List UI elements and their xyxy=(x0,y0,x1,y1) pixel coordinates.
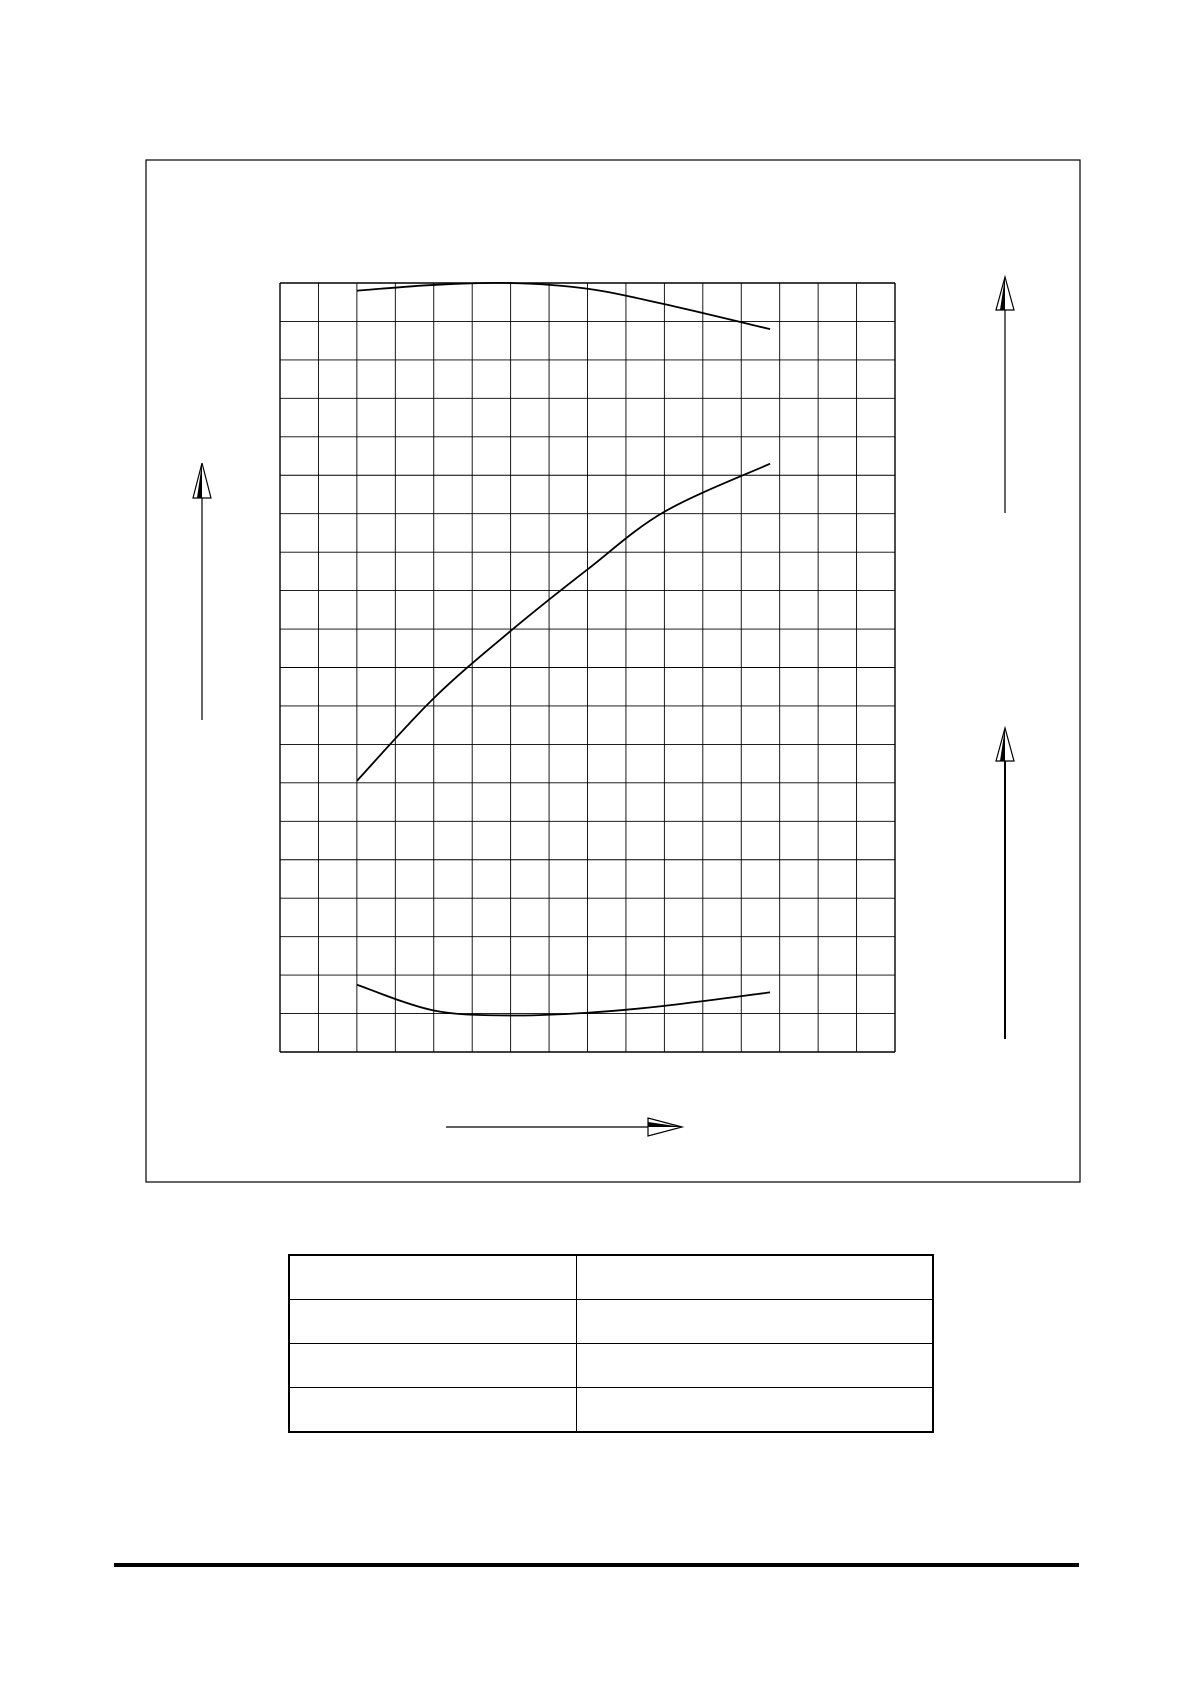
table-cell xyxy=(289,1388,577,1433)
spec-table xyxy=(288,1254,934,1433)
table-row xyxy=(289,1388,933,1433)
table-cell xyxy=(577,1300,934,1344)
table-cell xyxy=(289,1300,577,1344)
table-row xyxy=(289,1255,933,1300)
table-cell xyxy=(577,1344,934,1388)
x-axis-arrow xyxy=(446,1118,682,1136)
chart-curves xyxy=(357,283,770,1016)
chart-grid xyxy=(280,283,895,1052)
series-line-3 xyxy=(357,985,770,1016)
series-line-2 xyxy=(357,464,770,781)
right-lower-axis-arrow xyxy=(996,728,1014,1039)
table-cell xyxy=(577,1388,934,1433)
chart-frame xyxy=(146,160,1080,1182)
left-axis-arrow xyxy=(193,463,211,720)
table-cell xyxy=(289,1255,577,1300)
table-row xyxy=(289,1300,933,1344)
right-upper-axis-arrow xyxy=(996,277,1014,513)
footer-rule xyxy=(114,1563,1079,1567)
table-row xyxy=(289,1344,933,1388)
series-line-1 xyxy=(357,283,770,329)
table-cell xyxy=(577,1255,934,1300)
table-cell xyxy=(289,1344,577,1388)
